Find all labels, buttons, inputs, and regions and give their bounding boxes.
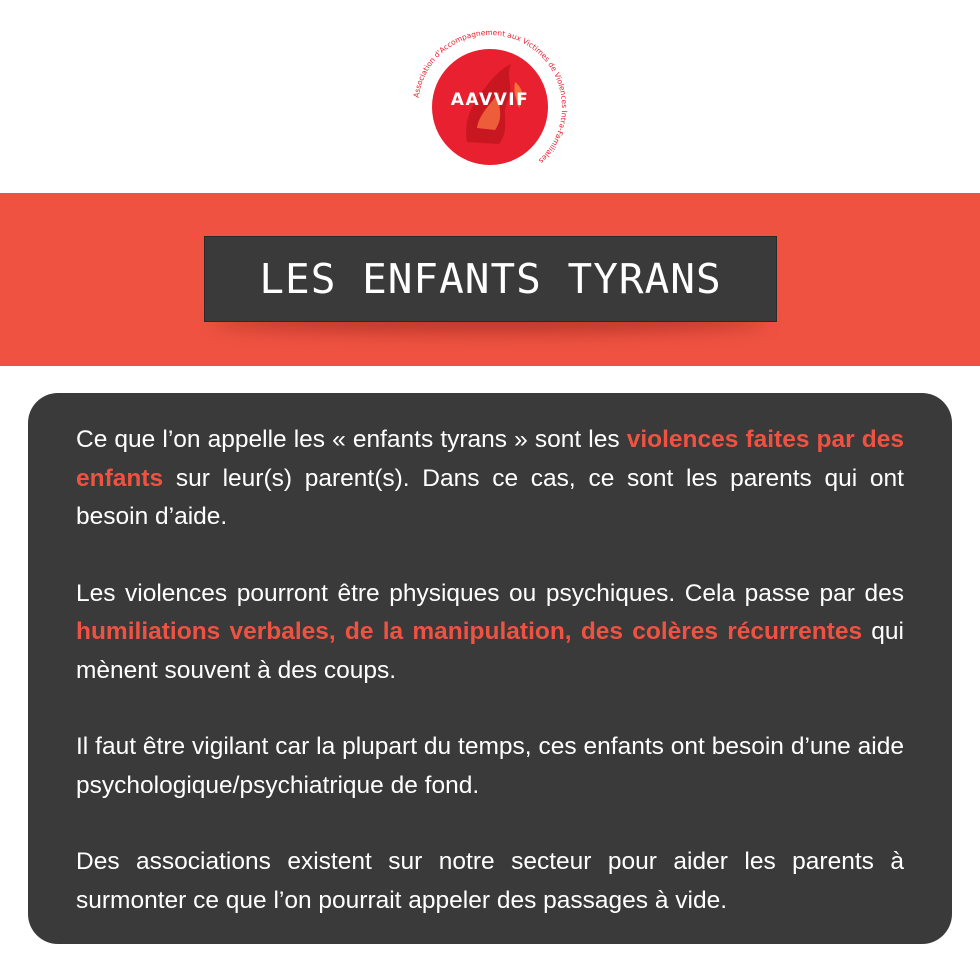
title-box	[204, 236, 777, 322]
paragraph-violence-types	[76, 575, 904, 691]
content-card	[28, 393, 952, 944]
paragraph-text: Les violences pourront être physiques ou psychiques. Cela passe par des	[76, 579, 904, 607]
paragraph-text: Des associations existent sur notre secteur pour aider les parents à surmonter ce que l’on pourrait appeler des passages à vide.	[76, 848, 904, 914]
logo-ring-text: Association d'Accompagnement aux Victimes de Violences Intra-Familiales	[411, 27, 570, 166]
paragraph-definition	[76, 421, 904, 537]
page-title: LES ENFANTS TYRANS	[259, 255, 722, 303]
highlight-text: violences faites par des enfants	[76, 426, 904, 492]
logo-acronym: AAVVIF	[450, 90, 530, 110]
highlight-text: humiliations verbales, de la manipulation, des colères récurrentes	[76, 618, 863, 645]
paragraph-text: qui mènent souvent à des coups.	[76, 618, 904, 684]
paragraph-text: Il faut être vigilant car la plupart du temps, ces enfants ont besoin d’une aide psychologique/psychiatrique de fond.	[76, 733, 904, 799]
paragraph-text: sur leur(s) parent(s). Dans ce cas, ce sont les parents qui ont besoin d’aide.	[76, 464, 904, 530]
paragraph-vigilance	[76, 728, 904, 805]
paragraph-text: Ce que l’on appelle les « enfants tyrans » sont les	[76, 426, 627, 453]
association-logo	[407, 24, 573, 190]
paragraph-associations	[76, 843, 904, 920]
